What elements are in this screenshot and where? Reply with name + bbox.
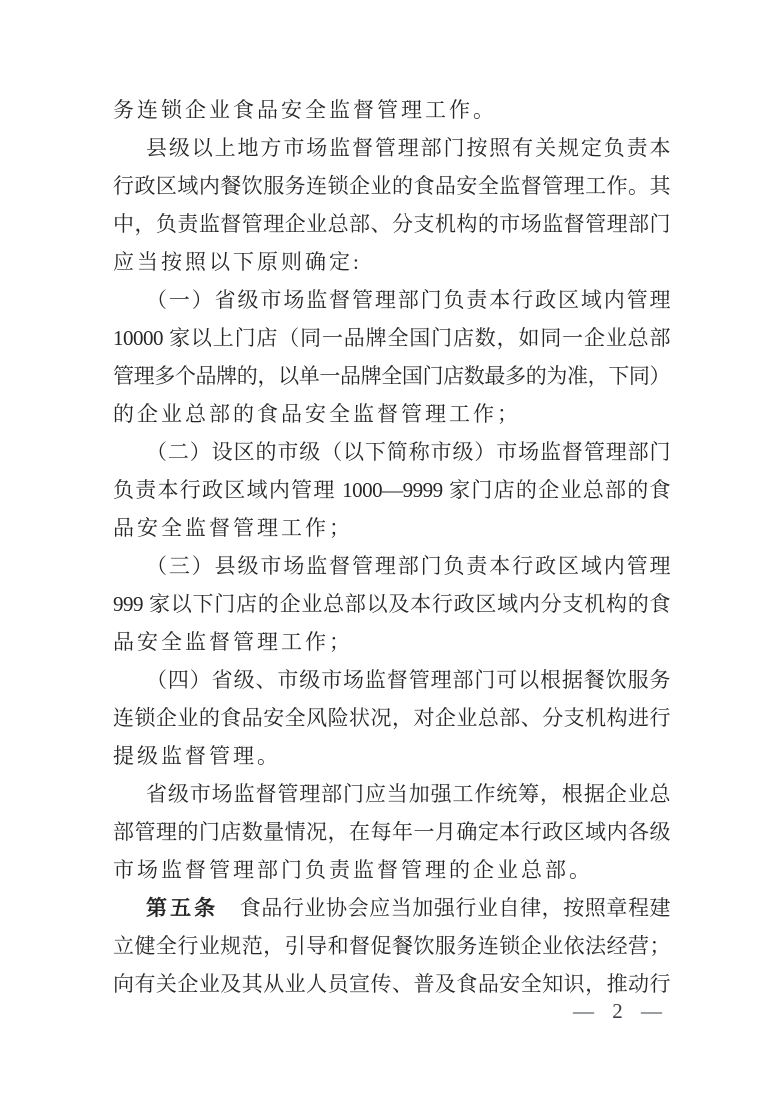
text-line: 品安全监督管理工作；: [113, 516, 353, 540]
text-line: 县级以上地方市场监督管理部门按照有关规定负责本: [146, 136, 670, 160]
text-line: 中，负责监督管理企业总部、分支机构的市场监督管理部门: [113, 212, 670, 236]
text-line: （三）县级市场监督管理部门负责本行政区域内管理: [146, 554, 670, 578]
text-line: 连锁企业的食品安全风险状况，对企业总部、分支机构进行: [113, 706, 670, 730]
text-line: 品安全监督管理工作；: [113, 630, 353, 654]
text-line: 应当按照以下原则确定:: [113, 250, 362, 274]
text-line: 提级监督管理。: [113, 744, 281, 768]
text-line: （二）设区的市级（以下简称市级）市场监督管理部门: [146, 440, 670, 464]
text-line: 部管理的门店数量情况，在每年一月确定本行政区域内各级: [113, 820, 670, 844]
text-line: 第五条 食品行业协会应当加强行业自律，按照章程建: [146, 896, 671, 920]
article-heading: 第五条: [146, 897, 219, 920]
text-line: 立健全行业规范，引导和督促餐饮服务连锁企业依法经营；: [113, 934, 670, 958]
text-line: 999 家以下门店的企业总部以及本行政区域内分支机构的食: [113, 592, 670, 616]
text-line: 行政区域内餐饮服务连锁企业的食品安全监督管理工作。其: [113, 174, 670, 198]
text-line: 负责本行政区域内管理 1000—9999 家门店的企业总部的食: [113, 478, 670, 502]
text-line: 向有关企业及其从业人员宣传、普及食品安全知识，推动行: [113, 972, 670, 996]
text-line: （四）省级、市级市场监督管理部门可以根据餐饮服务: [146, 668, 670, 692]
text-line: 管理多个品牌的，以单一品牌全国门店数最多的为准，下同）: [113, 364, 670, 388]
document-body: [113, 91, 670, 1003]
text-line: 10000 家以上门店（同一品牌全国门店数，如同一企业总部: [113, 326, 670, 350]
text-line: 的企业总部的食品安全监督管理工作；: [113, 402, 521, 426]
text-line: 务连锁企业食品安全监督管理工作。: [113, 98, 497, 122]
text-line: 市场监督管理部门负责监督管理的企业总部。: [113, 858, 593, 882]
text-line: 省级市场监督管理部门应当加强工作统筹，根据企业总: [146, 782, 670, 806]
page-number: — 2 —: [573, 999, 662, 1023]
text-line: （一）省级市场监督管理部门负责本行政区域内管理: [146, 288, 670, 312]
